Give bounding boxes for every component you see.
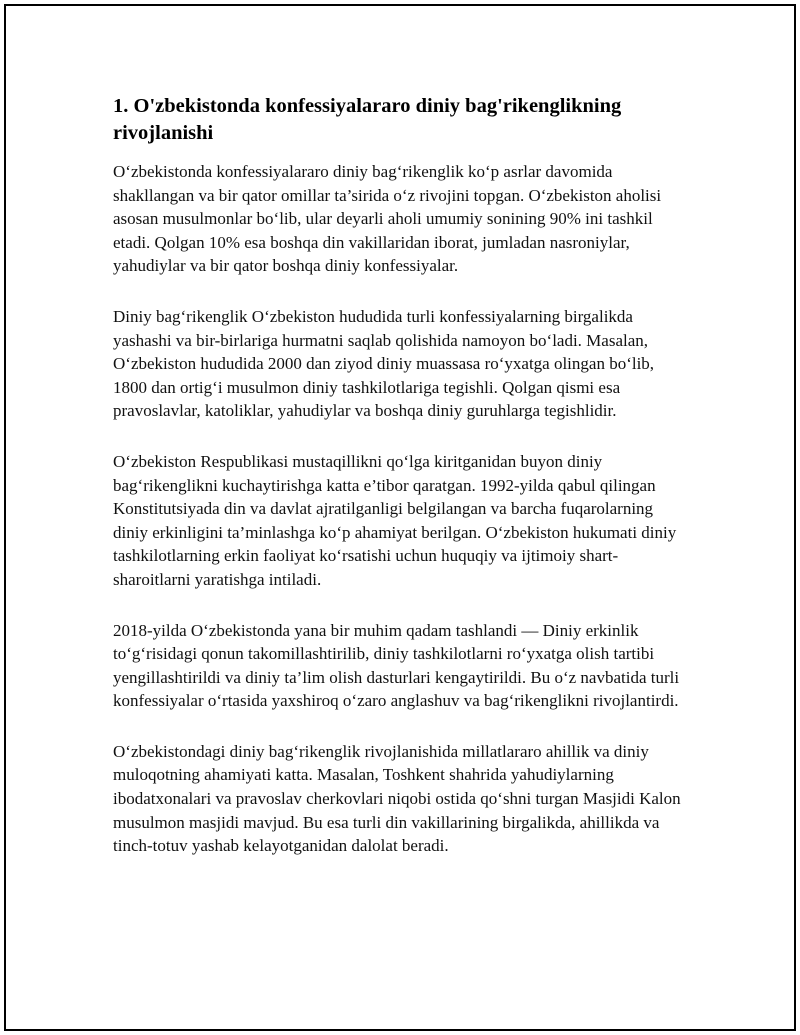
paragraph-2: Diniy bag‘rikenglik O‘zbekiston hududida turli konfessiyalarning birgalikda yashashi va bir-birlariga hurmatni saqlab qolishida namoyon bo‘ladi. Masalan, O‘zbekiston hududida 2000 dan ziyod diniy muassasa ro‘yxatga olingan bo‘lib, 1800 dan ortig‘i musulmon diniy tashkilotlariga tegishli. Qolgan qismi esa pravoslavlar, katoliklar, yahudiylar va boshqa diniy guruhlarga tegishlidir.: [113, 306, 655, 421]
paragraph-4: 2018-yilda O‘zbekistonda yana bir muhim qadam tashlandi — Diniy erkinlik to‘g‘risidagi qonun takomillashtirilib, diniy tashkilotlarni ro‘yxatga olish tartibi yengillashtirildi va diniy ta’lim olish dasturlari kengaytirildi. Bu o‘z navbatida turli konfessiyalar o‘rtasida yaxshiroq o‘zaro anglashuv va bag‘rikenglikni rivojlantirdi.: [113, 620, 680, 711]
paragraph-3: O‘zbekiston Respublikasi mustaqillikni qo‘lga kiritganidan buyon diniy bag‘rikenglikni kuchaytirishga katta e’tibor qaratgan. 1992-yilda qabul qilingan Konstitutsiyada din va davlat ajratilganligi belgilangan va barcha fuqarolarning diniy erkinligini ta’minlashga ko‘p ahamiyat berilgan. O‘zbekiston hukumati diniy tashkilotlarning erkin faoliyat ko‘rsatishi uchun huquqiy va ijtimoiy shart-sharoitlarni yaratishga intiladi.: [113, 451, 677, 589]
section-heading: 1. O'zbekistonda konfessiyalararo diniy bag'rikenglikning rivojlanishi: [113, 95, 622, 144]
paragraph-1: O‘zbekistonda konfessiyalararo diniy bag‘rikenglik ko‘p asrlar davomida shakllangan va bir qator omillar ta’sirida o‘z rivojini topgan. O‘zbekiston aholisi asosan musulmonlar bo‘lib, ular deyarli aholi umumiy sonining 90% ini tashkil etadi. Qolgan 10% esa boshqa din vakillaridan iborat, jumladan nasroniylar, yahudiylar va bir qator boshqa diniy konfessiyalar.: [113, 162, 662, 276]
paragraph-5: O‘zbekistondagi diniy bag‘rikenglik rivojlanishida millatlararo ahillik va diniy muloqotning ahamiyati katta. Masalan, Toshkent shahrida yahudiylarning ibodatxonalari va pravoslav cherkovlari niqobi ostida qo‘shni turgan Masjidi Kalon musulmon masjidi mavjud. Bu esa turli din vakillarining birgalikda, ahillikda va tinch-totuv yashab kelayotganidan dalolat beradi.: [113, 741, 681, 856]
document-body: [113, 93, 688, 885]
